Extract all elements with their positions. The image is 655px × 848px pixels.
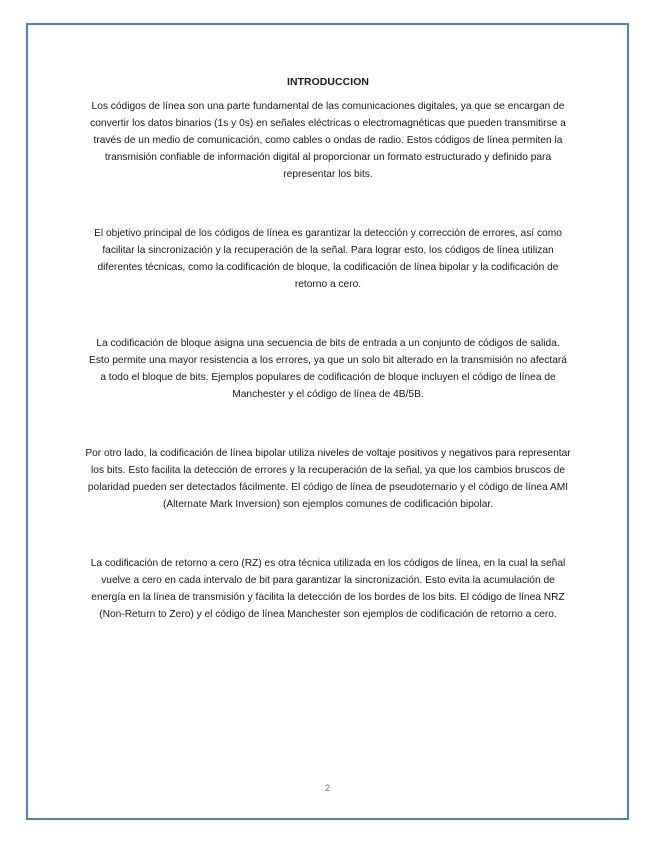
paragraph-objective: El objetivo principal de los códigos de línea es garantizar la detección y corrección de errores, así como facilitar la sincronización y la recuperación de la señal. Para lograr esto, los códigos de línea utilizan diferentes técnicas, como la codificación de bloque, la codificación de línea bipolar y la codificación de retorno a cero. [94, 228, 562, 290]
paragraph-block-coding: La codificación de bloque asigna una secuencia de bits de entrada a un conjunto de códigos de salida. Esto permite una mayor resistencia a los errores, ya que un solo bit alterado en la transmisión no afectará a todo el bloque de bits. Ejemplos populares de codificación de bloque incluyen el código de línea de Manchester y el código de línea de 4B/5B. [89, 338, 567, 400]
paragraph-return-to-zero: La codificación de retorno a cero (RZ) es otra técnica utilizada en los códigos de línea, en la cual la señal vuelve a cero en cada intervalo de bit para garantizar la sincronización. Esto evita la acumulación de energía en la línea de transmisión y facilita la detección de los bordes de los bits. El código de línea NRZ (Non-Return to Zero) y el código de línea Manchester son ejemplos de codificación de retorno a cero. [90, 558, 566, 620]
page-number: 2 [324, 783, 330, 793]
document-title: INTRODUCCION [286, 77, 369, 88]
document-body [85, 76, 571, 623]
paragraph-bipolar-coding: Por otro lado, la codificación de línea bipolar utiliza niveles de voltaje positivos y negativos para representar los bits. Esto facilita la detección de errores y la recuperación de la señal, ya que los cambios bruscos de polaridad pueden ser detectados fácilmente. El código de línea de pseudoternario y el código de línea AMI (Alternate Mark Inversion) son ejemplos comunes de codificación bipolar. [85, 448, 571, 510]
paragraph-introduction: Los códigos de línea son una parte fundamental de las comunicaciones digitales, ya que se encargan de convertir los datos binarios (1s y 0s) en señales eléctricas o electromagnéticas que pueden transmitirse a través de un medio de comunicación, como cables o ondas de radio. Estos códigos de línea permiten la transmisión confiable de información digital al proporcionar un formato estructurado y definido para representar los bits. [90, 101, 566, 180]
